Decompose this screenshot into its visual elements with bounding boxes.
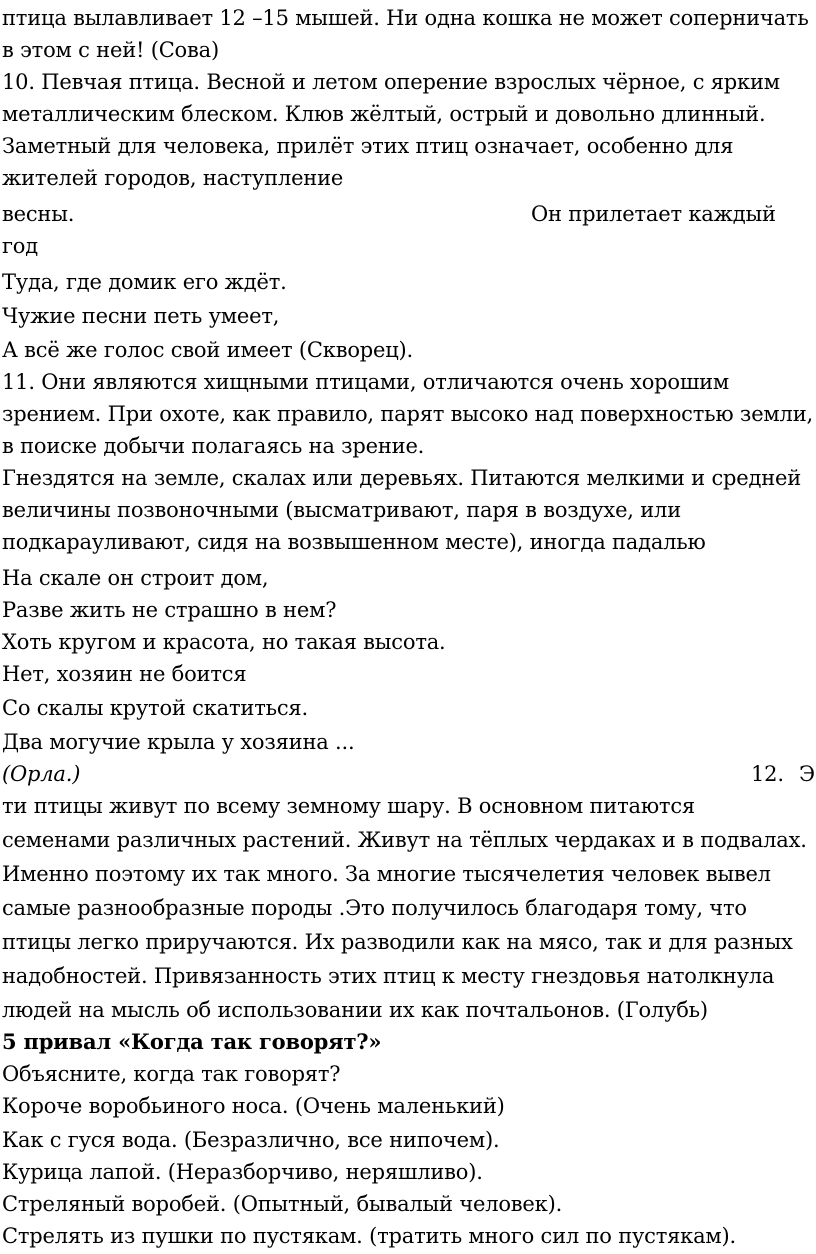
text-line: Курица лапой. (Неразборчиво, неряшливо). bbox=[2, 1160, 483, 1184]
section-heading: 5 привал «Когда так говорят?» bbox=[2, 1029, 382, 1054]
text-line: семенами различных растений. Живут на тёплых чердаках и в подвалах. bbox=[2, 828, 807, 852]
text-line: в поиске добычи полагаясь на зрение. bbox=[2, 434, 425, 458]
text-line: жителей городов, наступление bbox=[2, 166, 344, 190]
answer-text: (Орла.) bbox=[2, 762, 81, 786]
text-fragment: весны. bbox=[2, 202, 75, 226]
text-line: Именно поэтому их так много. За многие тысячелетия человек вывел bbox=[2, 862, 771, 886]
text-line: Со скалы крутой скатиться. bbox=[2, 696, 308, 720]
text-fragment: Он прилетает каждый bbox=[531, 202, 776, 226]
text-line: Стреляный воробей. (Опытный, бывалый человек). bbox=[2, 1192, 563, 1216]
text-line: величины позвоночными (высматривают, паря в воздухе, или bbox=[2, 498, 681, 522]
text-fragment: Э bbox=[799, 762, 815, 786]
item-number: 12. bbox=[751, 762, 784, 786]
text-line: в этом с ней! (Сова) bbox=[2, 38, 219, 62]
text-line-split bbox=[2, 198, 810, 230]
text-line: Стрелять из пушки по пустякам. (тратить много сил по пустякам). bbox=[2, 1224, 737, 1248]
text-line: 11. Они являются хищными птицами, отличаются очень хорошим bbox=[2, 370, 730, 394]
text-line: людей на мысль об использовании их как почтальонов. (Голубь) bbox=[2, 998, 708, 1022]
text-line: На скале он строит дом, bbox=[2, 566, 269, 590]
text-line: Короче воробьиного носа. (Очень маленький) bbox=[2, 1094, 505, 1118]
text-line: Разве жить не страшно в нем? bbox=[2, 598, 337, 622]
text-line: Объясните, когда так говорят? bbox=[2, 1062, 341, 1086]
text-line: Нет, хозяин не боится bbox=[2, 662, 247, 686]
text-line-split bbox=[2, 758, 815, 790]
text-line: подкарауливают, сидя на возвышенном месте), иногда падалью bbox=[2, 530, 706, 554]
text-line: Туда, где домик его ждёт. bbox=[2, 270, 287, 294]
text-line: 10. Певчая птица. Весной и летом оперение взрослых чёрное, с ярким bbox=[2, 70, 780, 94]
text-line: Заметный для человека, прилёт этих птиц означает, особенно для bbox=[2, 134, 734, 158]
text-line: надобностей. Привязанность этих птиц к месту гнездовья натолкнула bbox=[2, 964, 775, 988]
text-line: птицы легко приручаются. Их разводили как на мясо, так и для разных bbox=[2, 930, 793, 954]
text-line: птица вылавливает 12 –15 мышей. Ни одна кошка не может соперничать bbox=[2, 6, 809, 30]
text-line: Чужие песни петь умеет, bbox=[2, 304, 280, 328]
text-line: металлическим блеском. Клюв жёлтый, острый и довольно длинный. bbox=[2, 102, 766, 126]
text-line: Как с гуся вода. (Безразлично, все нипочем). bbox=[2, 1128, 500, 1152]
text-line: зрением. При охоте, как правило, парят высоко над поверхностью земли, bbox=[2, 402, 813, 426]
text-line: ти птицы живут по всему земному шару. В основном питаются bbox=[2, 794, 695, 818]
text-line: Два могучие крыла у хозяина ... bbox=[2, 730, 355, 754]
text-line: самые разнообразные породы .Это получилось благодаря тому, что bbox=[2, 896, 747, 920]
text-line: Хоть кругом и красота, но такая высота. bbox=[2, 630, 446, 654]
text-line: год bbox=[2, 234, 38, 258]
text-line: Гнездятся на земле, скалах или деревьях. Питаются мелкими и средней bbox=[2, 466, 802, 490]
text-line: А всё же голос свой имеет (Скворец). bbox=[2, 338, 414, 362]
